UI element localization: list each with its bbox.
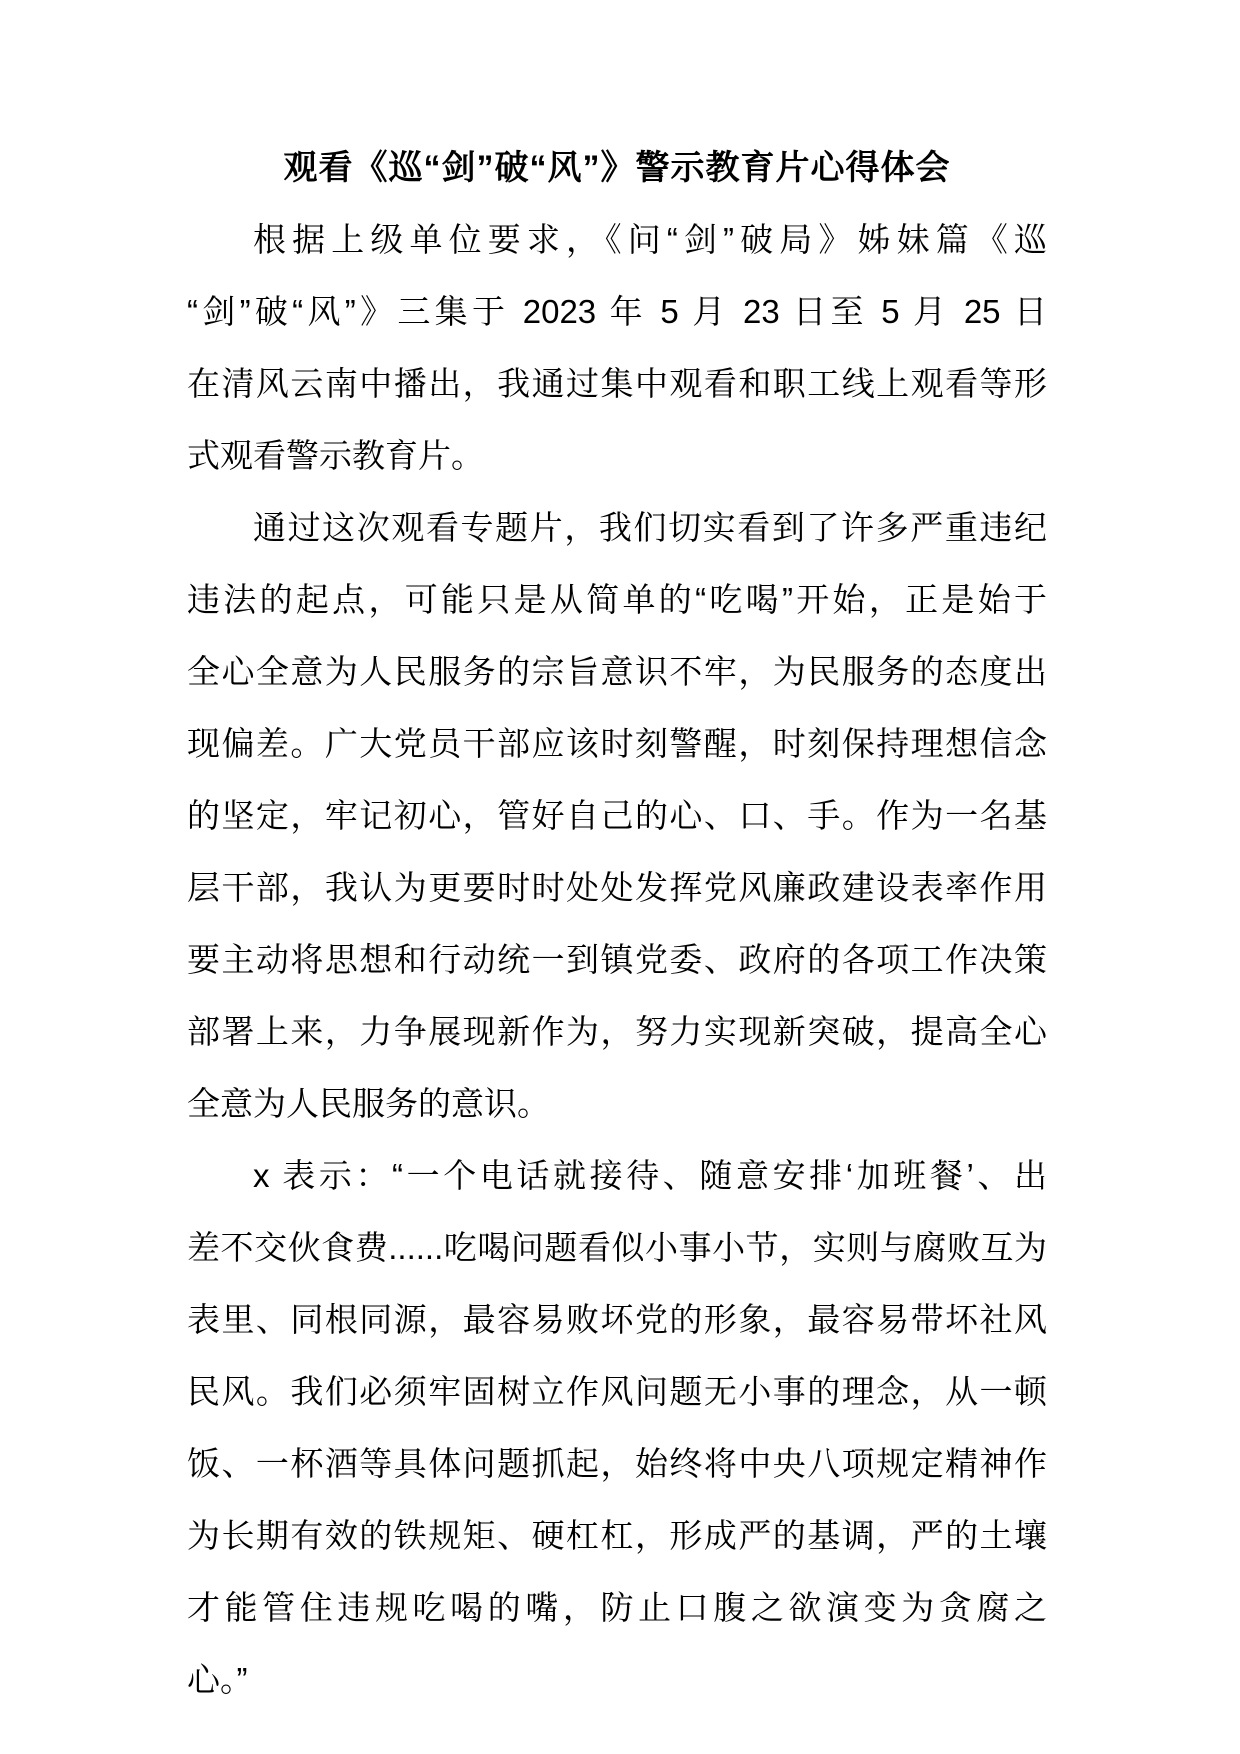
paragraph [187, 492, 1047, 1140]
text-line: 的坚定，牢记初心，管好自己的心、口、手。作为一名基 [187, 797, 1047, 834]
text-line: 在清风云南中播出，我通过集中观看和职工线上观看等形 [187, 365, 1047, 402]
text-line: 层干部，我认为更要时时处处发挥党风廉政建设表率作用 [187, 869, 1047, 906]
text-line: 民风。我们必须牢固树立作风问题无小事的理念，从一顿 [187, 1373, 1047, 1410]
document-content [187, 132, 1047, 1716]
text-line: 部署上来，力争展现新作为，努力实现新突破，提高全心 [187, 1013, 1047, 1050]
text-line: 心。” [187, 1661, 248, 1698]
document-body [187, 204, 1047, 1716]
text-line: 表里、同根同源，最容易败坏党的形象，最容易带坏社风 [187, 1301, 1047, 1338]
paragraph [187, 1140, 1047, 1716]
text-line: 才能管住违规吃喝的嘴，防止口腹之欲演变为贪腐之 [187, 1589, 1047, 1626]
text-line: 通过这次观看专题片，我们切实看到了许多严重违纪 [253, 509, 1047, 546]
paragraph [187, 204, 1047, 492]
document-title: 观看《巡“剑”破“风”》警示教育片心得体会 [283, 149, 951, 187]
text-line: 要主动将思想和行动统一到镇党委、政府的各项工作决策 [187, 941, 1047, 978]
text-line: 饭、一杯酒等具体问题抓起，始终将中央八项规定精神作 [187, 1445, 1047, 1482]
text-line: 差不交伙食费......吃喝问题看似小事小节，实则与腐败互为 [187, 1229, 1047, 1266]
text-line: 违法的起点，可能只是从简单的“吃喝”开始，正是始于 [187, 581, 1047, 618]
text-line: x 表示：“一个电话就接待、随意安排‘加班餐’、出 [253, 1157, 1047, 1194]
text-line: 全意为人民服务的意识。 [187, 1085, 550, 1122]
text-line: 现偏差。广大党员干部应该时刻警醒，时刻保持理想信念 [187, 725, 1047, 762]
text-line: 为长期有效的铁规矩、硬杠杠，形成严的基调，严的土壤 [187, 1517, 1047, 1554]
text-line: “剑”破“风”》三集于 2023 年 5 月 23 日至 5 月 25 日 [187, 293, 1048, 330]
text-line: 根据上级单位要求，《问“剑”破局》姊妹篇《巡 [253, 221, 1047, 258]
text-line: 式观看警示教育片。 [187, 437, 484, 474]
text-line: 全心全意为人民服务的宗旨意识不牢，为民服务的态度出 [187, 653, 1047, 690]
